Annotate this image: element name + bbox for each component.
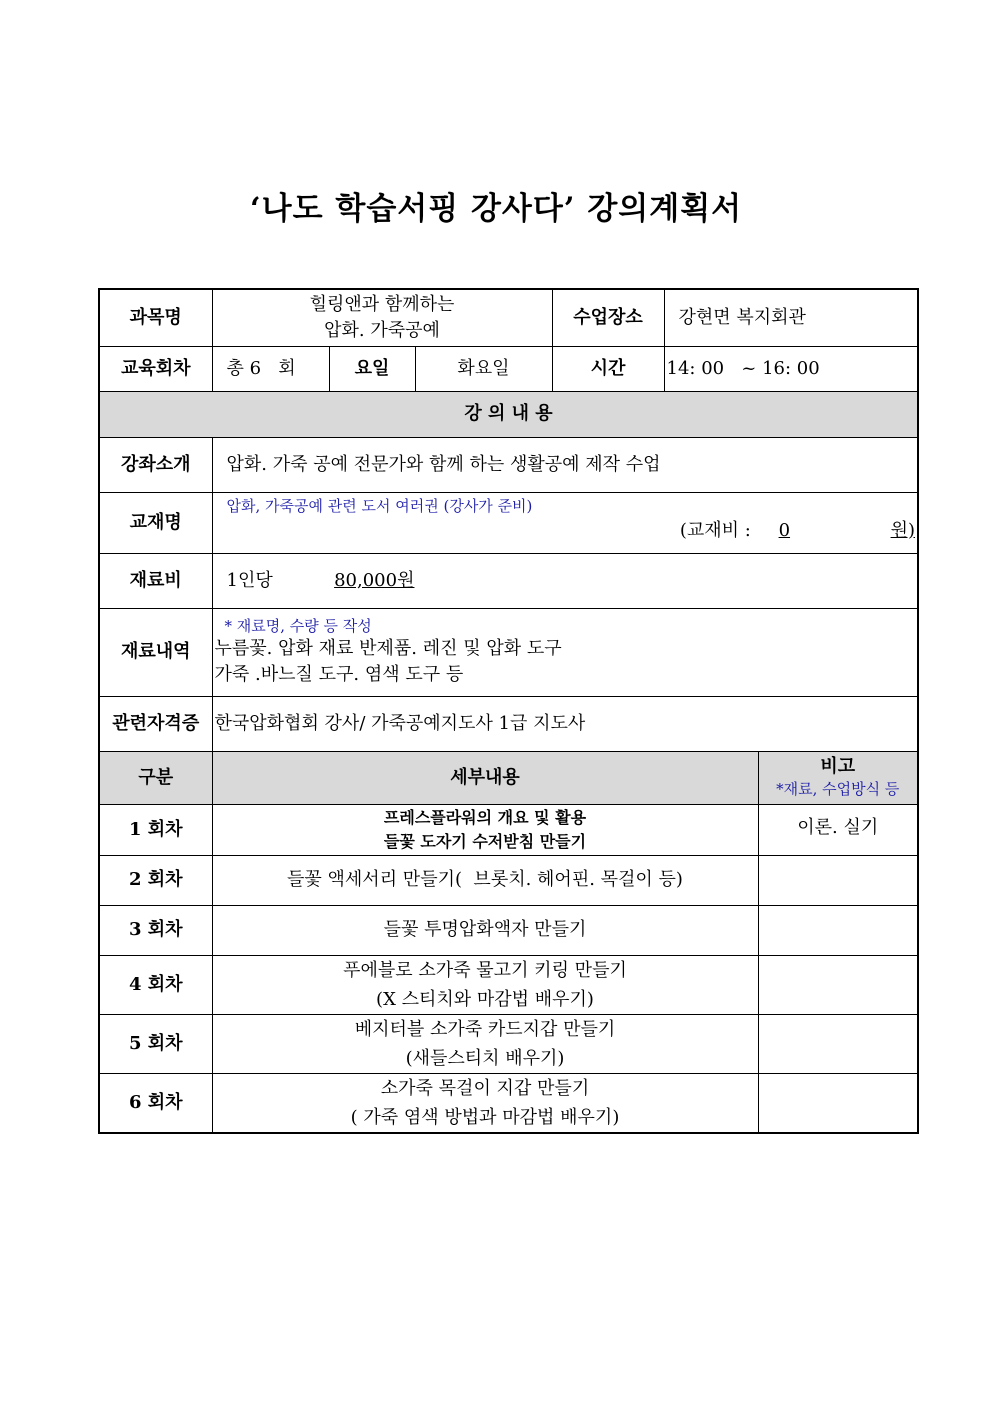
materials-row bbox=[99, 608, 918, 696]
material-fee-prefix: 1인당 bbox=[226, 569, 273, 591]
session-detail bbox=[212, 804, 758, 855]
session-label: 6 회차 bbox=[99, 1073, 212, 1133]
session-note bbox=[758, 905, 918, 955]
schedule-col-detail: 세부내용 bbox=[212, 751, 758, 804]
session-label: 3 회차 bbox=[99, 905, 212, 955]
session-detail-line1: 프레스플라워의 개요 및 활용 bbox=[383, 807, 587, 827]
intro-row bbox=[99, 437, 918, 492]
sessions-label: 교육회차 bbox=[99, 346, 212, 391]
qualification-row bbox=[99, 696, 918, 751]
textbook-fee bbox=[227, 517, 916, 545]
place-label: 수업장소 bbox=[552, 289, 664, 346]
textbook-row bbox=[99, 492, 918, 553]
session-note: 이론. 실기 bbox=[758, 804, 918, 855]
course-row bbox=[99, 289, 918, 346]
session-detail: 들꽃 투명압화액자 만들기 bbox=[212, 905, 758, 955]
sessions-value: 총 6 회 bbox=[212, 346, 329, 391]
qualification-text: 한국압화협회 강사/ 가죽공예지도사 1급 지도사 bbox=[212, 696, 918, 751]
session-label: 1 회차 bbox=[99, 804, 212, 855]
session-note bbox=[758, 1014, 918, 1073]
schedule-col-note bbox=[758, 751, 918, 804]
materials-note: * 재료명, 수량 등 작성 bbox=[224, 617, 372, 635]
material-fee-label: 재료비 bbox=[99, 553, 212, 608]
materials-label: 재료내역 bbox=[99, 608, 212, 696]
textbook-label: 교재명 bbox=[99, 492, 212, 553]
textbook-fee-value: 0 bbox=[778, 519, 791, 541]
material-fee-cell bbox=[212, 553, 918, 608]
session-detail-line1: 베지터블 소가죽 카드지갑 만들기 bbox=[354, 1018, 616, 1040]
intro-text: 압화. 가죽 공예 전문가와 함께 하는 생활공예 제작 수업 bbox=[212, 437, 918, 492]
time-label: 시간 bbox=[552, 346, 664, 391]
schedule-header-row bbox=[99, 751, 918, 804]
place-value: 강현면 복지회관 bbox=[664, 289, 918, 346]
course-name-line2: 압화. 가죽공예 bbox=[324, 319, 440, 341]
document-title: ‘나도 학습서핑 강사다’ 강의계획서 bbox=[249, 191, 743, 227]
day-value: 화요일 bbox=[415, 346, 552, 391]
materials-line1: 누름꽃. 압화 재료 반제품. 레진 및 압화 도구 bbox=[214, 638, 562, 659]
schedule-col-session: 구분 bbox=[99, 751, 212, 804]
session-row bbox=[99, 855, 918, 905]
session-note bbox=[758, 1073, 918, 1133]
session-detail-line1: 푸에블로 소가죽 물고기 키링 만들기 bbox=[343, 959, 627, 981]
session-row bbox=[99, 1014, 918, 1073]
session-detail: 들꽃 액세서리 만들기( 브롯치. 헤어핀. 목걸이 등) bbox=[212, 855, 758, 905]
session-note bbox=[758, 955, 918, 1014]
textbook-cell bbox=[212, 492, 918, 553]
schedule-col-note-title: 비고 bbox=[820, 755, 856, 777]
session-label: 4 회차 bbox=[99, 955, 212, 1014]
day-label: 요일 bbox=[329, 346, 415, 391]
textbook-fee-prefix: (교재비 : bbox=[679, 519, 751, 541]
schedule-col-note-sub: *재료, 수업방식 등 bbox=[776, 779, 900, 798]
session-row bbox=[99, 804, 918, 855]
session-label: 2 회차 bbox=[99, 855, 212, 905]
session-detail-line2: 들꽃 도자기 수저받침 만들기 bbox=[383, 831, 587, 851]
lecture-plan-table bbox=[98, 288, 919, 1134]
materials-cell bbox=[212, 608, 918, 696]
session-label: 5 회차 bbox=[99, 1014, 212, 1073]
session-note bbox=[758, 855, 918, 905]
textbook-text: 압화, 가죽공예 관련 도서 여러권 (강사가 준비) bbox=[226, 496, 533, 515]
course-name-label: 과목명 bbox=[99, 289, 212, 346]
qualification-label: 관련자격증 bbox=[99, 696, 212, 751]
session-detail-line1: 소가죽 목걸이 지갑 만들기 bbox=[380, 1077, 590, 1099]
session-detail bbox=[212, 1073, 758, 1133]
session-detail bbox=[212, 955, 758, 1014]
course-name-cell bbox=[212, 289, 552, 346]
material-fee-value: 80,000원 bbox=[334, 569, 415, 591]
time-value: 14: 00 ~ 16: 00 bbox=[664, 346, 918, 391]
section-header-row bbox=[99, 391, 918, 437]
session-row bbox=[99, 1073, 918, 1133]
session-detail-line2: (X 스티치와 마감법 배우기) bbox=[376, 988, 594, 1010]
session-row bbox=[99, 905, 918, 955]
textbook-fee-suffix: 원) bbox=[890, 519, 915, 541]
schedule-info-row bbox=[99, 346, 918, 391]
material-fee-row bbox=[99, 553, 918, 608]
materials-line2: 가죽 .바느질 도구. 염색 도구 등 bbox=[214, 664, 464, 685]
session-detail-line2: ( 가죽 염색 방법과 마감법 배우기) bbox=[350, 1106, 620, 1128]
session-detail bbox=[212, 1014, 758, 1073]
session-detail-line2: (새들스티치 배우기) bbox=[405, 1047, 565, 1069]
session-row bbox=[99, 955, 918, 1014]
section-header: 강 의 내 용 bbox=[99, 391, 918, 437]
course-name-line1: 힐링앤과 함께하는 bbox=[309, 293, 455, 315]
intro-label: 강좌소개 bbox=[99, 437, 212, 492]
